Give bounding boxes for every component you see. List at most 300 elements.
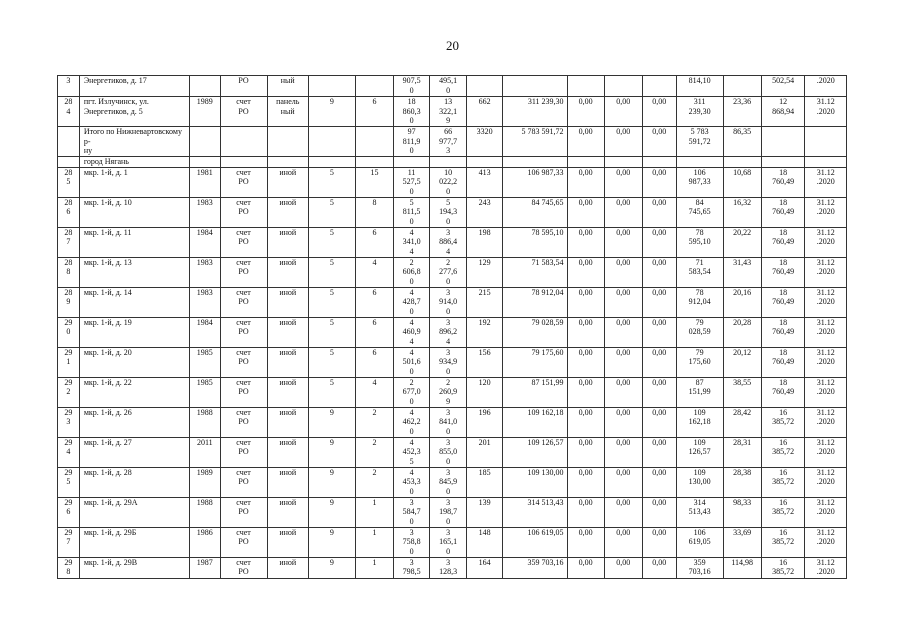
cell-cost-budget: 0,00	[604, 127, 642, 157]
cell-floors: 9	[308, 527, 355, 557]
cell-entrances: 8	[355, 197, 393, 227]
cell-cost-budget: 0,00	[604, 407, 642, 437]
cell-account-type: счет РО	[220, 197, 267, 227]
cell-address: мкр. 1-й, д. 14	[79, 287, 189, 317]
cell-wall-material: иной	[267, 287, 308, 317]
cell-cost-fund: 0,00	[567, 467, 604, 497]
cell-cost-limit: 16 385,72	[761, 497, 805, 527]
cell-cost-fund: 0,00	[567, 377, 604, 407]
cell-wall-material: иной	[267, 377, 308, 407]
table-row	[58, 227, 847, 257]
cell-address: пгт. Излучинск, ул. Энергетиков, д. 5	[79, 97, 189, 127]
cell-cost-limit: 16 385,72	[761, 437, 805, 467]
cell-residents: 164	[467, 557, 503, 578]
cell-wall-material: иной	[267, 527, 308, 557]
cell-deadline: 31.12 .2020	[805, 527, 847, 557]
cell-cost-budget: 0,00	[604, 377, 642, 407]
cell-account-type: счет РО	[220, 437, 267, 467]
cell-total-area: 3 758,8 0	[394, 527, 430, 557]
cell-wall-material: панель ный	[267, 97, 308, 127]
cell-account-type: счет РО	[220, 527, 267, 557]
cell-cost-total: 79 028,59	[503, 317, 567, 347]
cell-wall-material: иной	[267, 497, 308, 527]
cell-cost-other: 0,00	[642, 527, 676, 557]
cell-row-number: 28 9	[58, 287, 80, 317]
cell-row-number: 29 2	[58, 377, 80, 407]
cell-cost-total: 78 595,10	[503, 227, 567, 257]
city-header-row	[58, 157, 847, 168]
cell-cost-limit: 18 760,49	[761, 287, 805, 317]
cell-residents: 662	[467, 97, 503, 127]
cell-row-number: 29 4	[58, 437, 80, 467]
cell-wall-material	[267, 157, 308, 168]
cell-deadline: 31.12 .2020	[805, 197, 847, 227]
cell-cost-other: 0,00	[642, 317, 676, 347]
cell-living-area: 2 277,6 0	[430, 257, 467, 287]
cell-entrances: 1	[355, 527, 393, 557]
cell-row-number: 29 7	[58, 527, 80, 557]
cell-wall-material: иной	[267, 437, 308, 467]
cell-entrances: 4	[355, 257, 393, 287]
cell-floors: 9	[308, 497, 355, 527]
cell-residents: 201	[467, 437, 503, 467]
cell-entrances: 6	[355, 227, 393, 257]
cell-cost-owners: 79 028,59	[676, 317, 723, 347]
cell-year	[190, 157, 221, 168]
cell-cost-owners: 79 175,60	[676, 347, 723, 377]
cell-cost-limit: 502,54	[761, 76, 805, 97]
cell-floors: 5	[308, 197, 355, 227]
cell-cost-per-sqm: 28,42	[723, 407, 761, 437]
cell-floors	[308, 157, 355, 168]
cell-living-area: 5 194,3 0	[430, 197, 467, 227]
cell-cost-per-sqm	[723, 157, 761, 168]
cell-deadline: 31.12 .2020	[805, 287, 847, 317]
cell-account-type: счет РО	[220, 557, 267, 578]
cell-address: мкр. 1-й, д. 20	[79, 347, 189, 377]
cell-cost-owners: 71 583,54	[676, 257, 723, 287]
cell-entrances	[355, 76, 393, 97]
cell-residents	[467, 157, 503, 168]
cell-row-number: 29 8	[58, 557, 80, 578]
cell-account-type: счет РО	[220, 407, 267, 437]
cell-wall-material: иной	[267, 197, 308, 227]
cell-row-number	[58, 127, 80, 157]
cell-entrances: 15	[355, 167, 393, 197]
cell-cost-owners: 109 130,00	[676, 467, 723, 497]
cell-row-number: 28 8	[58, 257, 80, 287]
cell-cost-fund: 0,00	[567, 257, 604, 287]
cell-account-type: счет РО	[220, 497, 267, 527]
cell-address: Энергетиков, д. 17	[79, 76, 189, 97]
cell-cost-budget: 0,00	[604, 347, 642, 377]
cell-residents: 198	[467, 227, 503, 257]
cell-cost-fund: 0,00	[567, 97, 604, 127]
cell-entrances: 6	[355, 317, 393, 347]
table-row	[58, 197, 847, 227]
cell-residents: 243	[467, 197, 503, 227]
cell-cost-other: 0,00	[642, 167, 676, 197]
cell-cost-fund: 0,00	[567, 557, 604, 578]
cell-cost-fund: 0,00	[567, 127, 604, 157]
cell-floors: 9	[308, 407, 355, 437]
cell-entrances: 2	[355, 437, 393, 467]
cell-year: 1987	[190, 557, 221, 578]
cell-year: 1981	[190, 167, 221, 197]
cell-total-area: 97 811,9 0	[394, 127, 430, 157]
cell-residents	[467, 76, 503, 97]
cell-cost-limit: 18 760,49	[761, 197, 805, 227]
cell-cost-per-sqm: 10,68	[723, 167, 761, 197]
cell-cost-per-sqm: 28,31	[723, 437, 761, 467]
cell-cost-limit: 16 385,72	[761, 557, 805, 578]
cell-living-area: 3 841,0 0	[430, 407, 467, 437]
cell-address: мкр. 1-й, д. 27	[79, 437, 189, 467]
page-number: 20	[446, 38, 459, 53]
cell-row-number: 29 1	[58, 347, 80, 377]
cell-account-type: счет РО	[220, 97, 267, 127]
cell-cost-per-sqm: 20,16	[723, 287, 761, 317]
cell-total-area: 4 453,3 0	[394, 467, 430, 497]
cell-living-area: 66 977,7 3	[430, 127, 467, 157]
table-row	[58, 287, 847, 317]
cell-cost-per-sqm: 16,32	[723, 197, 761, 227]
cell-cost-other: 0,00	[642, 97, 676, 127]
cell-cost-owners: 311 239,30	[676, 97, 723, 127]
cell-cost-limit: 18 760,49	[761, 347, 805, 377]
cell-total-area: 4 428,7 0	[394, 287, 430, 317]
cell-cost-per-sqm: 31,43	[723, 257, 761, 287]
cell-row-number	[58, 157, 80, 168]
cell-cost-total: 5 783 591,72	[503, 127, 567, 157]
cell-account-type: счет РО	[220, 467, 267, 497]
cell-living-area: 3 128,3	[430, 557, 467, 578]
cell-cost-fund: 0,00	[567, 527, 604, 557]
table-row	[58, 97, 847, 127]
cell-cost-total: 79 175,60	[503, 347, 567, 377]
cell-deadline: 31.12 .2020	[805, 377, 847, 407]
cell-address: мкр. 1-й, д. 22	[79, 377, 189, 407]
cell-cost-owners: 5 783 591,72	[676, 127, 723, 157]
cell-cost-total: 311 239,30	[503, 97, 567, 127]
cell-cost-budget: 0,00	[604, 167, 642, 197]
cell-cost-fund: 0,00	[567, 407, 604, 437]
cell-cost-per-sqm: 20,28	[723, 317, 761, 347]
cell-cost-total: 106 987,33	[503, 167, 567, 197]
table-row	[58, 437, 847, 467]
cell-living-area: 3 165,1 0	[430, 527, 467, 557]
cell-total-area: 4 462,2 0	[394, 407, 430, 437]
cell-cost-total: 78 912,04	[503, 287, 567, 317]
cell-entrances: 6	[355, 347, 393, 377]
table-row	[58, 347, 847, 377]
cell-deadline: 31.12 .2020	[805, 167, 847, 197]
cell-address: мкр. 1-й, д. 29В	[79, 557, 189, 578]
cell-address: мкр. 1-й, д. 11	[79, 227, 189, 257]
cell-cost-owners: 359 703,16	[676, 557, 723, 578]
cell-cost-total: 359 703,16	[503, 557, 567, 578]
cell-total-area: 4 452,3 5	[394, 437, 430, 467]
cell-residents: 215	[467, 287, 503, 317]
cell-residents: 120	[467, 377, 503, 407]
cell-address: мкр. 1-й, д. 10	[79, 197, 189, 227]
housing-table	[57, 75, 847, 579]
cell-year: 1983	[190, 257, 221, 287]
cell-residents: 413	[467, 167, 503, 197]
cell-cost-budget: 0,00	[604, 557, 642, 578]
cell-deadline: 31.12 .2020	[805, 467, 847, 497]
table-row	[58, 407, 847, 437]
cell-cost-total: 106 619,05	[503, 527, 567, 557]
cell-cost-limit: 16 385,72	[761, 527, 805, 557]
cell-living-area: 3 198,7 0	[430, 497, 467, 527]
cell-floors	[308, 76, 355, 97]
cell-living-area: 2 260,9 9	[430, 377, 467, 407]
table-row	[58, 557, 847, 578]
cell-residents: 156	[467, 347, 503, 377]
cell-total-area: 5 811,5 0	[394, 197, 430, 227]
cell-total-area: 18 860,3 0	[394, 97, 430, 127]
cell-address: мкр. 1-й, д. 29А	[79, 497, 189, 527]
cell-cost-limit	[761, 127, 805, 157]
cell-cost-total: 84 745,65	[503, 197, 567, 227]
cell-floors: 5	[308, 257, 355, 287]
cell-residents: 129	[467, 257, 503, 287]
cell-residents: 185	[467, 467, 503, 497]
cell-wall-material: иной	[267, 227, 308, 257]
cell-living-area: 495,1 0	[430, 76, 467, 97]
cell-floors: 5	[308, 167, 355, 197]
cell-wall-material: иной	[267, 467, 308, 497]
cell-row-number: 28 6	[58, 197, 80, 227]
cell-deadline: 31.12 .2020	[805, 317, 847, 347]
cell-cost-other: 0,00	[642, 377, 676, 407]
cell-cost-fund	[567, 76, 604, 97]
cell-entrances: 2	[355, 407, 393, 437]
cell-cost-total: 314 513,43	[503, 497, 567, 527]
cell-cost-per-sqm: 98,33	[723, 497, 761, 527]
cell-cost-total: 109 130,00	[503, 467, 567, 497]
cell-cost-fund: 0,00	[567, 497, 604, 527]
table-row	[58, 467, 847, 497]
cell-year	[190, 76, 221, 97]
cell-residents: 3320	[467, 127, 503, 157]
cell-cost-other	[642, 157, 676, 168]
cell-cost-fund: 0,00	[567, 287, 604, 317]
cell-floors: 5	[308, 227, 355, 257]
cell-cost-other: 0,00	[642, 437, 676, 467]
table-row	[58, 127, 847, 157]
cell-cost-per-sqm: 38,55	[723, 377, 761, 407]
cell-cost-owners: 109 126,57	[676, 437, 723, 467]
cell-residents: 139	[467, 497, 503, 527]
cell-living-area	[430, 157, 467, 168]
cell-row-number: 29 5	[58, 467, 80, 497]
cell-entrances	[355, 157, 393, 168]
cell-deadline: 31.12 .2020	[805, 227, 847, 257]
cell-wall-material: иной	[267, 407, 308, 437]
cell-cost-total: 109 162,18	[503, 407, 567, 437]
cell-cost-limit: 18 760,49	[761, 227, 805, 257]
cell-cost-owners: 814,10	[676, 76, 723, 97]
cell-cost-budget: 0,00	[604, 527, 642, 557]
cell-cost-per-sqm: 86,35	[723, 127, 761, 157]
cell-wall-material: иной	[267, 347, 308, 377]
cell-entrances: 6	[355, 287, 393, 317]
table-row	[58, 167, 847, 197]
cell-total-area: 2 677,0 0	[394, 377, 430, 407]
table-row	[58, 497, 847, 527]
cell-cost-other: 0,00	[642, 557, 676, 578]
cell-floors: 9	[308, 467, 355, 497]
cell-cost-budget: 0,00	[604, 437, 642, 467]
cell-cost-other: 0,00	[642, 257, 676, 287]
table-row	[58, 377, 847, 407]
cell-residents: 192	[467, 317, 503, 347]
cell-year: 1986	[190, 527, 221, 557]
cell-entrances: 6	[355, 97, 393, 127]
cell-row-number: 29 0	[58, 317, 80, 347]
cell-cost-budget: 0,00	[604, 497, 642, 527]
cell-year: 1988	[190, 497, 221, 527]
cell-cost-owners: 109 162,18	[676, 407, 723, 437]
cell-year: 1985	[190, 377, 221, 407]
cell-entrances	[355, 127, 393, 157]
cell-total-area: 11 527,5 0	[394, 167, 430, 197]
cell-total-area: 2 606,8 0	[394, 257, 430, 287]
cell-total-area: 3 584,7 0	[394, 497, 430, 527]
cell-cost-fund: 0,00	[567, 347, 604, 377]
cell-year: 1989	[190, 97, 221, 127]
cell-deadline	[805, 127, 847, 157]
cell-deadline: 31.12 .2020	[805, 407, 847, 437]
cell-cost-limit: 16 385,72	[761, 407, 805, 437]
cell-cost-fund: 0,00	[567, 197, 604, 227]
cell-deadline: 31.12 .2020	[805, 437, 847, 467]
cell-year	[190, 127, 221, 157]
cell-cost-limit: 18 760,49	[761, 167, 805, 197]
cell-living-area: 3 896,2 4	[430, 317, 467, 347]
cell-cost-owners: 84 745,65	[676, 197, 723, 227]
cell-cost-owners: 87 151,99	[676, 377, 723, 407]
cell-cost-total: 87 151,99	[503, 377, 567, 407]
cell-total-area: 4 501,6 0	[394, 347, 430, 377]
cell-cost-fund: 0,00	[567, 227, 604, 257]
cell-total-area: 3 798,5	[394, 557, 430, 578]
cell-living-area: 10 022,2 0	[430, 167, 467, 197]
cell-cost-per-sqm: 114,98	[723, 557, 761, 578]
cell-entrances: 1	[355, 557, 393, 578]
cell-floors: 5	[308, 377, 355, 407]
cell-cost-budget: 0,00	[604, 257, 642, 287]
cell-total-area: 907,5 0	[394, 76, 430, 97]
cell-address: город Нягань	[79, 157, 189, 168]
cell-row-number: 28 4	[58, 97, 80, 127]
cell-year: 1988	[190, 407, 221, 437]
cell-total-area	[394, 157, 430, 168]
cell-living-area: 3 845,9 0	[430, 467, 467, 497]
cell-wall-material: иной	[267, 557, 308, 578]
cell-row-number: 3	[58, 76, 80, 97]
cell-cost-owners: 314 513,43	[676, 497, 723, 527]
cell-cost-per-sqm: 23,36	[723, 97, 761, 127]
cell-entrances: 2	[355, 467, 393, 497]
cell-wall-material	[267, 127, 308, 157]
cell-account-type: счет РО	[220, 377, 267, 407]
cell-cost-budget: 0,00	[604, 287, 642, 317]
cell-cost-limit: 12 868,94	[761, 97, 805, 127]
cell-cost-budget: 0,00	[604, 97, 642, 127]
cell-cost-budget: 0,00	[604, 227, 642, 257]
cell-living-area: 3 934,9 0	[430, 347, 467, 377]
cell-cost-budget: 0,00	[604, 467, 642, 497]
cell-deadline: 31.12 .2020	[805, 257, 847, 287]
cell-cost-other: 0,00	[642, 127, 676, 157]
cell-cost-owners	[676, 157, 723, 168]
cell-wall-material: ный	[267, 76, 308, 97]
cell-cost-budget: 0,00	[604, 197, 642, 227]
cell-cost-per-sqm: 33,69	[723, 527, 761, 557]
cell-address: Итого по Нижневартовскому р- ну	[79, 127, 189, 157]
cell-floors	[308, 127, 355, 157]
cell-row-number: 29 6	[58, 497, 80, 527]
cell-deadline: 31.12 .2020	[805, 557, 847, 578]
cell-address: мкр. 1-й, д. 29Б	[79, 527, 189, 557]
cell-cost-fund	[567, 157, 604, 168]
cell-cost-owners: 78 912,04	[676, 287, 723, 317]
cell-cost-limit	[761, 157, 805, 168]
cell-cost-owners: 106 619,05	[676, 527, 723, 557]
cell-cost-other: 0,00	[642, 497, 676, 527]
cell-cost-total: 71 583,54	[503, 257, 567, 287]
cell-residents: 196	[467, 407, 503, 437]
cell-year: 2011	[190, 437, 221, 467]
cell-cost-fund: 0,00	[567, 437, 604, 467]
cell-address: мкр. 1-й, д. 28	[79, 467, 189, 497]
cell-account-type	[220, 127, 267, 157]
cell-deadline: 31.12 .2020	[805, 497, 847, 527]
table-row	[58, 257, 847, 287]
cell-cost-per-sqm: 20,22	[723, 227, 761, 257]
cell-living-area: 3 855,0 0	[430, 437, 467, 467]
table-row	[58, 527, 847, 557]
cell-cost-limit: 18 760,49	[761, 317, 805, 347]
cell-floors: 9	[308, 97, 355, 127]
cell-address: мкр. 1-й, д. 19	[79, 317, 189, 347]
cell-wall-material: иной	[267, 167, 308, 197]
cell-floors: 5	[308, 317, 355, 347]
cell-cost-limit: 18 760,49	[761, 257, 805, 287]
cell-deadline	[805, 157, 847, 168]
cell-row-number: 28 7	[58, 227, 80, 257]
cell-total-area: 4 460,9 4	[394, 317, 430, 347]
cell-cost-other: 0,00	[642, 467, 676, 497]
cell-wall-material: иной	[267, 317, 308, 347]
cell-cost-per-sqm: 28,38	[723, 467, 761, 497]
cell-cost-other: 0,00	[642, 347, 676, 377]
cell-cost-other: 0,00	[642, 287, 676, 317]
cell-cost-total	[503, 76, 567, 97]
cell-row-number: 29 3	[58, 407, 80, 437]
cell-floors: 9	[308, 557, 355, 578]
cell-floors: 9	[308, 437, 355, 467]
cell-year: 1989	[190, 467, 221, 497]
cell-cost-limit: 16 385,72	[761, 467, 805, 497]
cell-cost-total: 109 126,57	[503, 437, 567, 467]
cell-cost-budget	[604, 76, 642, 97]
cell-row-number: 28 5	[58, 167, 80, 197]
cell-floors: 5	[308, 287, 355, 317]
